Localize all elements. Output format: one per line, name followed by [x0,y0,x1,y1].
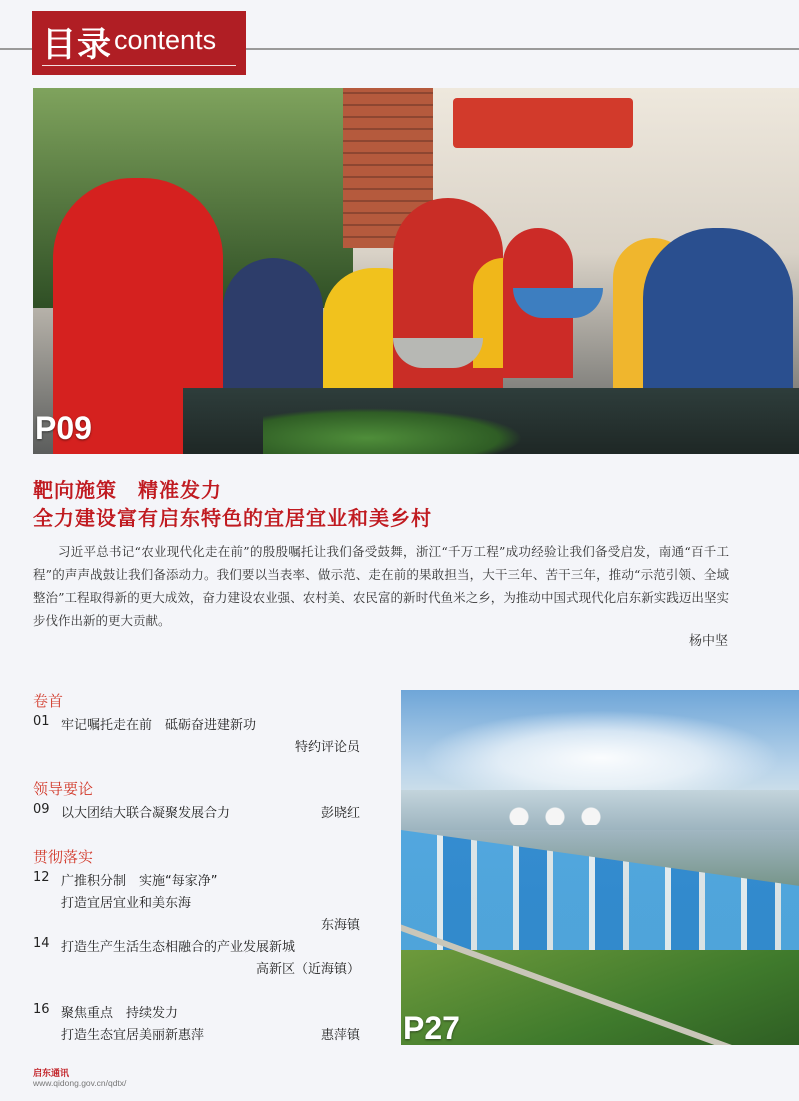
section-title: 领导要论 [33,780,94,798]
header-title-en: contents [114,25,217,55]
section-title: 卷首 [33,692,64,710]
photo-bowl [513,288,603,318]
toc-entry-author: 特约评论员 [294,740,360,755]
toc-entry-author: 东海镇 [320,918,360,933]
photo-storage-tanks [501,805,621,825]
toc-entry-title[interactable]: 广推积分制 实施“每家净” [61,874,218,889]
toc-entry-subtitle[interactable]: 打造宜居宜业和美东海 [61,896,192,911]
toc-entry-title[interactable]: 牢记嘱托走在前 砥砺奋进建新功 [61,718,257,733]
page-label-p09: P09 [35,410,92,446]
toc-entry-author: 惠萍镇 [320,1028,360,1043]
section-title: 贯彻落实 [33,848,94,866]
footer-url[interactable]: www.qidong.gov.cn/qdtx/ [33,1078,127,1088]
toc-entry-author: 高新区（近海镇） [255,962,360,977]
toc-entry-author: 彭晓红 [320,806,360,821]
toc-entry-title[interactable]: 聚焦重点 持续发力 [61,1006,179,1021]
photo-clouds [421,710,781,790]
footer-brand: 启东通讯 [33,1069,70,1079]
photo-leaves [263,408,523,454]
toc-page-number: 16 [33,1002,50,1017]
toc-page-number: 09 [33,802,50,817]
toc-entry-title[interactable]: 打造生产生活生态相融合的产业发展新城 [61,940,296,955]
photo-red-banner [453,98,633,148]
toc-entry-title[interactable]: 以大团结大联合凝聚发展合力 [61,806,231,821]
feature-title-line2[interactable]: 全力建设富有启东特色的宜居宜业和美乡村 [33,506,432,530]
feature-abstract: 习近平总书记“农业现代化走在前”的殷殷嘱托让我们备受鼓舞，浙江“千万工程”成功经验让我们备受启发，南通“百千工程”的声声战鼓让我们备添动力。我们要以当表率、做示范、走在前的果敢担当，大干三年、苦干三年，推动“示范引领、全域整治”工程取得新的更大成效，奋力建设农业强、农村美、农民富的新时代鱼米之乡，为推动中国式现代化启东新实践迈出坚实步伐作出新的更大贡献。 [33,544,729,628]
header-title-cn: 目录 [42,25,112,65]
header-underline [42,65,236,66]
feature-photo-top[interactable] [33,88,799,454]
toc-entry-subtitle[interactable]: 打造生态宜居美丽新惠萍 [61,1028,205,1043]
contents-header [32,11,246,75]
feature-author: 杨中坚 [688,634,728,649]
toc-page-number: 14 [33,936,50,951]
feature-title-line1[interactable]: 靶向施策 精准发力 [33,478,222,502]
toc-page-number: 12 [33,870,50,885]
toc-page-number: 01 [33,714,50,729]
feature-photo-bottom[interactable] [401,690,799,1045]
page-label-p27: P27 [403,1010,460,1045]
